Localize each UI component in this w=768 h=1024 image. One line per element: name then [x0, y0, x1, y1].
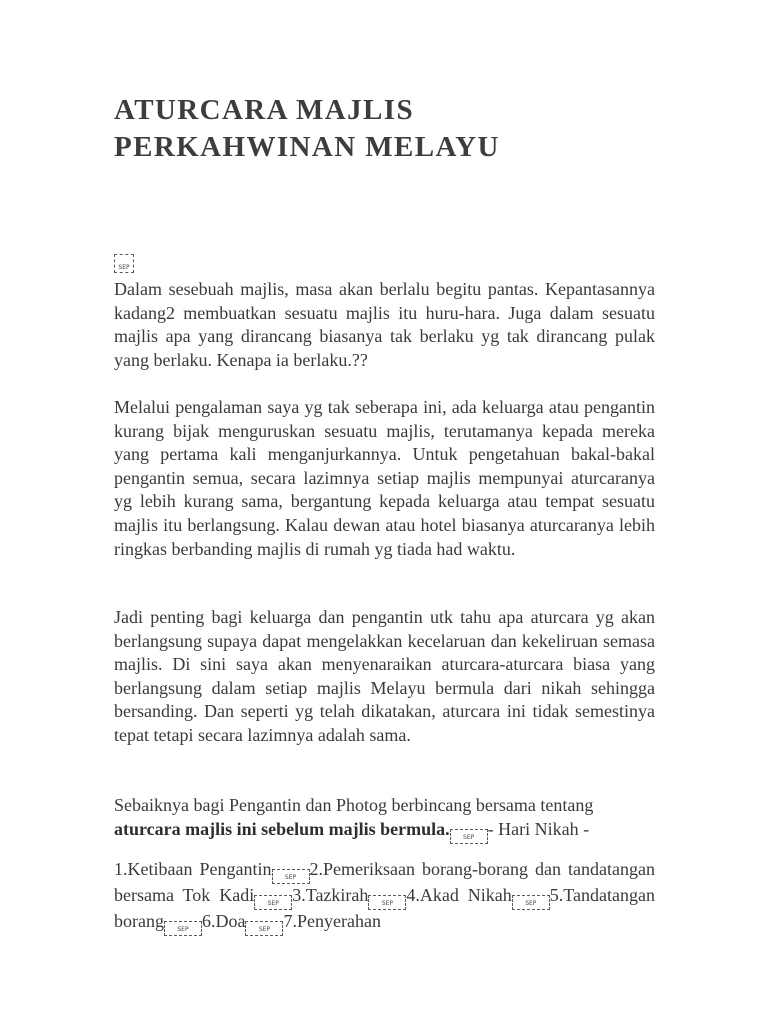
list-item: 1.Ketibaan Pengantin [114, 859, 272, 879]
sep-glyph: SEP [114, 254, 134, 273]
list-item: 5.Tandatangan borang [114, 885, 655, 931]
paragraph-intro: Dalam sesebuah majlis, masa akan berlalu begitu pantas. Kepantasannya kadang2 membuatkan sesuatu majlis itu huru-hara. Juga dalam sesuatu majlis apa yang dirancang biasanya tak berlaku yg tak dirancang pulak yang berlaku. Kenapa ia berlaku.?? [114, 279, 655, 370]
list-item: 7.Penyerahan [283, 911, 381, 931]
list-item: 4.Akad Nikah [406, 885, 512, 905]
sep-glyph: SEP [245, 921, 283, 936]
list-item: 2.Pemeriksaan borang-borang dan tandatangan bersama Tok Kadi [114, 859, 655, 905]
paragraph-advice [114, 794, 655, 844]
sep-glyph: SEP [450, 829, 488, 844]
document-title: ATURCARA MAJLIS PERKAHWINAN MELAYU [114, 94, 500, 163]
section-heading-hari-nikah: - Hari Nikah - [487, 818, 590, 839]
schedule-list [114, 858, 655, 936]
list-item: 3.Tazkirah [292, 885, 369, 905]
paragraph-importance: Jadi penting bagi keluarga dan pengantin utk tahu apa aturcara yg akan berlangsung supaya dapat mengelakkan kecelaruan dan kekeliruan semasa majlis. Di sini saya akan menyenaraikan aturcara-aturcara biasa yang berlangsung dalam setiap majlis Melayu bermula dari nikah sehingga bersanding. Dan seperti yg telah dikatakan, aturcara ini tidak semestinya tepat tetapi secara lazimnya adalah sama. [114, 607, 655, 745]
sep-glyph: SEP [512, 895, 550, 910]
separator-marker [114, 254, 134, 273]
sep-glyph: SEP [272, 869, 310, 884]
paragraph-experience: Melalui pengalaman saya yg tak seberapa ini, ada keluarga atau pengantin kurang bijak menguruskan sesuatu majlis, terutamanya kepada mereka yang pertama kali menganjurkannya. Untuk pengetahuan bakal-bakal pengantin semua, secara lazimnya setiap majlis mempunyai aturcaranya yg lebih kurang sama, bergantung kepada keluarga atau tempat sesuatu majlis itu berlangsung. Kalau dewan atau hotel biasanya aturcaranya lebih ringkas berbanding majlis di rumah yg tiada had waktu. [114, 397, 655, 559]
sep-glyph: SEP [164, 921, 202, 936]
advice-bold-line: aturcara majlis ini sebelum majlis bermula. [114, 818, 450, 839]
advice-line: Sebaiknya bagi Pengantin dan Photog berbincang bersama tentang [114, 795, 594, 815]
list-item: 6.Doa [201, 911, 246, 931]
sep-glyph: SEP [254, 895, 292, 910]
sep-glyph: SEP [368, 895, 406, 910]
